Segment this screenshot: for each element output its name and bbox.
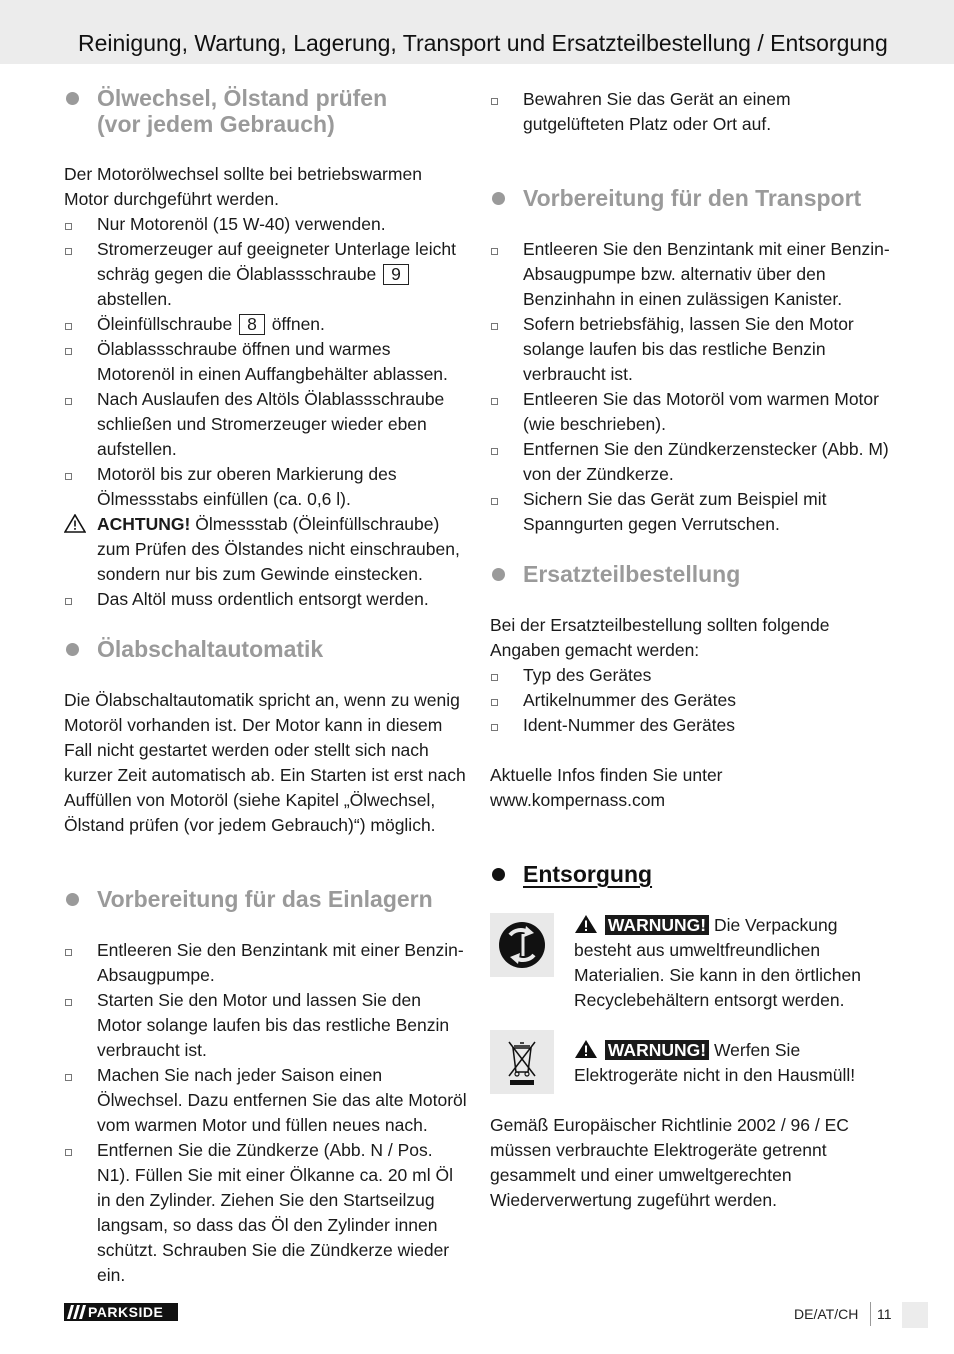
list-item <box>64 212 468 237</box>
list-item <box>64 237 468 312</box>
page-tab-marker <box>902 1302 928 1328</box>
info-line1: Aktuelle Infos finden Sie unter <box>490 765 723 785</box>
list-item <box>490 437 894 487</box>
warning-text: Ölmessstab (Öleinfüllschraube) zum Prüfen des Ölstandes nicht einschrauben, sondern nur bis zum Gewinde einstecken. <box>97 514 460 584</box>
checkbox-icon <box>491 674 498 681</box>
list-item-text: Sofern betriebsfähig, lassen Sie den Motor solange laufen bis das restliche Benzin verbraucht ist. <box>523 314 854 384</box>
heading-entsorgung <box>490 861 910 887</box>
list-item-text: Artikelnummer des Gerätes <box>523 690 736 710</box>
warning-text: Die Verpackung besteht aus umweltfreundlichen Materialien. Sie kann in den örtlichen Recyclebehältern entsorgt werden. <box>574 915 861 1010</box>
bullet-dot <box>66 92 79 105</box>
warning-label: WARNUNG! <box>605 1040 709 1060</box>
list-item <box>490 87 894 137</box>
list-item-text: Entfernen Sie die Zündkerze (Abb. N / Pos. N1). Füllen Sie mit einer Ölkanne ca. 20 ml Öl in den Zylinder. Ziehen Sie den Startseilzug langsam, so dass das Öl den Zylinder innen schützt. Schrauben Sie die Zündkerze wieder ein. <box>97 1140 453 1285</box>
warning-block-2 <box>574 1038 894 1088</box>
checkbox-icon <box>491 448 498 455</box>
checkbox-icon <box>491 323 498 330</box>
heading-text: Vorbereitung für den Transport <box>523 185 862 211</box>
heading-line1: Ölwechsel, Ölstand prüfen <box>97 85 388 111</box>
heading-text: Ölabschaltautomatik <box>97 636 324 662</box>
warning-triangle-icon <box>574 1039 598 1059</box>
list-item <box>490 487 894 537</box>
checkbox-icon <box>65 598 72 605</box>
list-item <box>490 237 894 312</box>
list-item-text: Entleeren Sie den Benzintank mit einer Benzin-Absaugpumpe. <box>97 940 464 985</box>
page-number: 11 <box>877 1306 892 1322</box>
einlagern-list-cont <box>490 87 894 137</box>
warning-label: WARNUNG! <box>605 915 709 935</box>
heading-oelwechsel <box>64 85 484 137</box>
list-item-text: Entleeren Sie das Motoröl vom warmen Motor (wie beschrieben). <box>523 389 879 434</box>
part-ref: 8 <box>239 314 265 335</box>
list-item <box>64 1138 468 1288</box>
brand-name: PARKSIDE <box>88 1304 164 1320</box>
checkbox-icon <box>491 724 498 731</box>
ersatzteil-list <box>490 663 894 738</box>
warning-triangle-icon <box>64 514 86 533</box>
heading-ersatzteil <box>490 561 910 587</box>
list-item-text: Entfernen Sie den Zündkerzenstecker (Abb. M) von der Zündkerze. <box>523 439 889 484</box>
list-item <box>64 387 468 462</box>
page-header <box>0 0 954 64</box>
list-item-text: Nach Auslaufen des Altöls Ölablassschraube schließen und Stromerzeuger wieder eben aufstellen. <box>97 389 445 459</box>
heading-einlagern <box>64 886 484 912</box>
list-item <box>490 663 894 688</box>
warning-item <box>64 512 468 587</box>
list-item-text: Öleinfüllschraube <box>97 314 233 334</box>
list-item-text: Motoröl bis zur oberen Markierung des Ölmessstabs einfüllen (ca. 0,6 l). <box>97 464 397 509</box>
list-item-text: Ölablassschraube öffnen und warmes Motorenöl in einen Auffangbehälter ablassen. <box>97 339 448 384</box>
footer-divider <box>870 1302 871 1326</box>
warning-label: ACHTUNG! <box>97 514 191 534</box>
checkbox-icon <box>65 473 72 480</box>
checkbox-icon <box>491 498 498 505</box>
crossed-out-wheelie-bin-icon <box>490 1030 554 1094</box>
checkbox-icon <box>65 323 72 330</box>
list-item-text: Das Altöl muss ordentlich entsorgt werden. <box>97 589 429 609</box>
list-item <box>64 587 468 612</box>
bullet-dot <box>492 568 505 581</box>
bullet-dot <box>492 192 505 205</box>
list-item <box>64 312 468 337</box>
heading-transport <box>490 185 910 211</box>
warning-text: Werfen Sie Elektrogeräte nicht in den Hausmüll! <box>574 1040 856 1085</box>
oelabschalt-text: Die Ölabschaltautomatik spricht an, wenn zu wenig Motoröl vorhanden ist. Der Motor kann in diesem Fall nicht gestartet werden oder stellt sich nach kurzer Zeit automatisch ab. Ein Starten ist erst nach Auffüllen von Motoröl (siehe Kapitel „Ölwechsel, Ölstand prüfen (vor jedem Gebrauch)“) möglich. <box>64 690 466 835</box>
list-item <box>490 312 894 387</box>
list-item <box>64 462 468 512</box>
list-item <box>490 713 894 738</box>
oelwechsel-intro: Der Motorölwechsel sollte bei betriebswarmen Motor durchgeführt werden. <box>64 164 422 209</box>
list-item <box>490 688 894 713</box>
parkside-logo <box>64 1303 178 1321</box>
checkbox-icon <box>491 699 498 706</box>
logo-stripes-icon <box>67 1305 87 1319</box>
list-item-text: Starten Sie den Motor und lassen Sie den Motor solange laufen bis das restliche Benzin verbraucht ist. <box>97 990 450 1060</box>
checkbox-icon <box>65 398 72 405</box>
list-item <box>64 337 468 387</box>
checkbox-icon <box>491 98 498 105</box>
list-item-text: Stromerzeuger auf geeigneter Unterlage leicht schräg gegen die Ölablassschraube <box>97 239 456 284</box>
part-ref: 9 <box>383 264 409 285</box>
checkbox-icon <box>65 348 72 355</box>
directive-text: Gemäß Europäischer Richtlinie 2002 / 96 / EC müssen verbrauchte Elektrogeräte getrennt gesammelt und einer umweltgerechten Wiederverwertung zugeführt werden. <box>490 1115 849 1210</box>
heading-text: Ersatzteilbestellung <box>523 561 741 587</box>
list-item-text: öffnen. <box>271 314 325 334</box>
transport-list <box>490 237 894 537</box>
bullet-dot <box>492 868 505 881</box>
list-item-text: Sichern Sie das Gerät zum Beispiel mit Spanngurten gegen Verrutschen. <box>523 489 827 534</box>
list-item-text: Typ des Gerätes <box>523 665 652 685</box>
heading-line2: (vor jedem Gebrauch) <box>97 111 335 137</box>
page-title: Reinigung, Wartung, Lagerung, Transport und Ersatzteilbestellung / Entsorgung <box>78 30 888 56</box>
warning-block-1 <box>574 913 894 1013</box>
heading-oelabschalt <box>64 636 484 662</box>
checkbox-icon <box>65 1149 72 1156</box>
list-item-text: abstellen. <box>97 289 172 309</box>
region-label: DE/AT/CH <box>794 1306 859 1322</box>
heading-text: Entsorgung <box>523 861 653 887</box>
checkbox-icon <box>65 949 72 956</box>
list-item <box>490 387 894 437</box>
green-dot-recycling-icon <box>490 913 554 977</box>
bullet-dot <box>66 893 79 906</box>
list-item-text: Bewahren Sie das Gerät an einem gutgelüfteten Platz oder Ort auf. <box>523 89 791 134</box>
checkbox-icon <box>65 1074 72 1081</box>
list-item-text: Nur Motorenöl (15 W-40) verwenden. <box>97 214 386 234</box>
checkbox-icon <box>491 248 498 255</box>
website-link[interactable]: www.kompernass.com <box>490 790 666 810</box>
checkbox-icon <box>65 223 72 230</box>
warning-triangle-icon <box>574 914 598 934</box>
checkbox-icon <box>65 999 72 1006</box>
list-item-text: Entleeren Sie den Benzintank mit einer Benzin-Absaugpumpe bzw. alternativ über den Benzinhahn in einen zulässigen Kanister. <box>523 239 890 309</box>
einlagern-list <box>64 938 468 1288</box>
heading-text: Vorbereitung für das Einlagern <box>97 886 433 912</box>
list-item <box>64 938 468 988</box>
oelwechsel-list <box>64 212 468 612</box>
list-item <box>64 988 468 1063</box>
list-item <box>64 1063 468 1138</box>
ersatzteil-intro: Bei der Ersatzteilbestellung sollten folgende Angaben gemacht werden: <box>490 615 830 660</box>
checkbox-icon <box>65 248 72 255</box>
list-item-text: Machen Sie nach jeder Saison einen Ölwechsel. Dazu entfernen Sie das alte Motoröl vom warmen Motor und füllen neues nach. <box>97 1065 467 1135</box>
checkbox-icon <box>491 398 498 405</box>
list-item-text: Ident-Nummer des Gerätes <box>523 715 736 735</box>
bullet-dot <box>66 643 79 656</box>
